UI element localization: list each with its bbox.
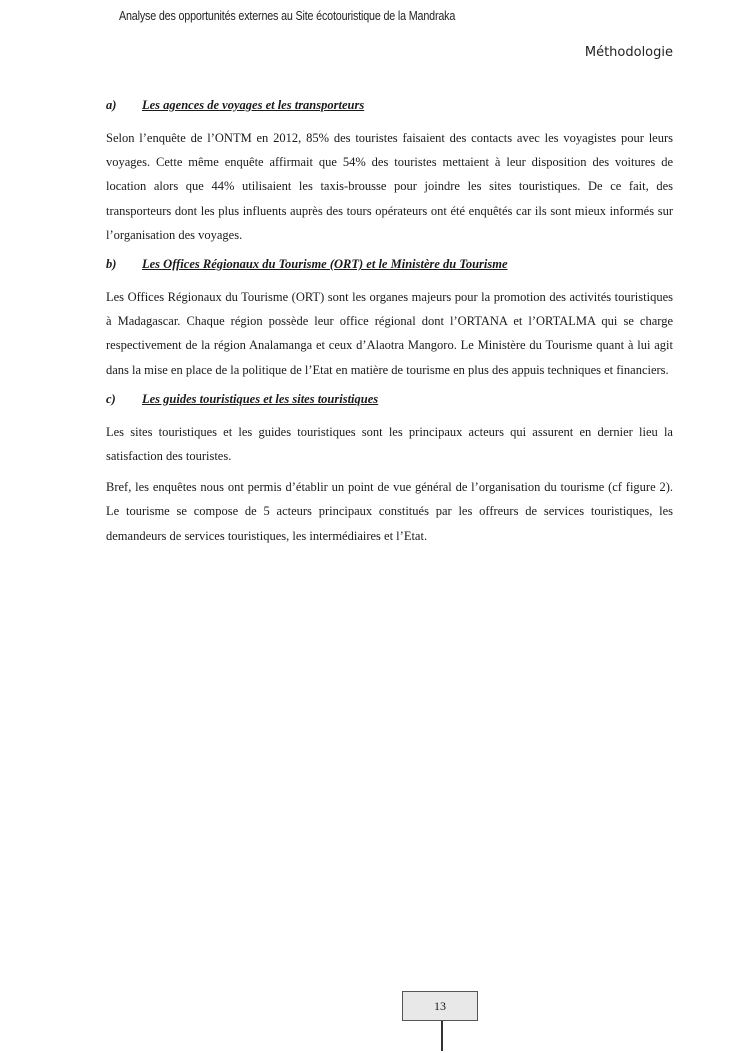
section-letter: c) xyxy=(106,391,116,406)
section-title: Les guides touristiques et les sites touristiques xyxy=(142,391,379,406)
section-name: Méthodologie xyxy=(584,45,673,60)
paragraph: Selon l’enquête de l’ONTM en 2012, 85% des touristes faisaient des contacts avec les voyagistes pour leurs voyages. Cette même enquête affirmait que 54% des touristes mettaient à leur disposition des voitures de location alors que 44% utilisaient les taxis-brousse pour joindre les sites touristiques. De ce fait, des transporteurs dont les plus influents auprès des tours opérateurs ont été enquêtés car ils sont mieux informés sur l’organisation des voyages. xyxy=(106,131,673,242)
section-title: Les agences de voyages et les transporteurs xyxy=(142,98,365,112)
section-letter: b) xyxy=(106,257,117,272)
section-heading xyxy=(106,95,673,115)
page-number: 13 xyxy=(402,991,478,1021)
section-c xyxy=(106,389,673,548)
page-number-divider xyxy=(441,1021,443,1051)
paragraph: Les sites touristiques et les guides touristiques sont les principaux acteurs qui assurent en dernier lieu la satisfaction des touristes. xyxy=(106,424,673,464)
paragraph: Les Offices Régionaux du Tourisme (ORT) sont les organes majeurs pour la promotion des activités touristiques à Madagascar. Chaque région possède leur office régional dont l’ORTANA et l’ORTALMA qui se charge respectivement de la région Analamanga et ceux d’Alaotra Mangoro. Le Ministère du Tourisme quant à lui agit dans la mise en place de la politique de l’Etat en matière de tourisme en plus des appuis techniques et financiers. xyxy=(106,290,673,377)
section-letter: a) xyxy=(106,98,117,112)
section-a xyxy=(106,95,673,247)
page-body xyxy=(106,95,673,555)
paragraph: Bref, les enquêtes nous ont permis d’établir un point de vue général de l’organisation du tourisme (cf figure 2). Le tourisme se compose de 5 acteurs principaux constitués par les offreurs de services touristiques, les demandeurs de services touristiques, les intermédiaires et l’Etat. xyxy=(106,480,673,543)
section-heading xyxy=(106,389,673,409)
document-header-title: Analyse des opportunités externes au Site écotouristique de la Mandraka xyxy=(119,9,456,23)
section-b xyxy=(106,254,673,382)
section-heading xyxy=(106,254,673,274)
section-title: Les Offices Régionaux du Tourisme (ORT) et le Ministère du Tourisme xyxy=(142,257,508,272)
